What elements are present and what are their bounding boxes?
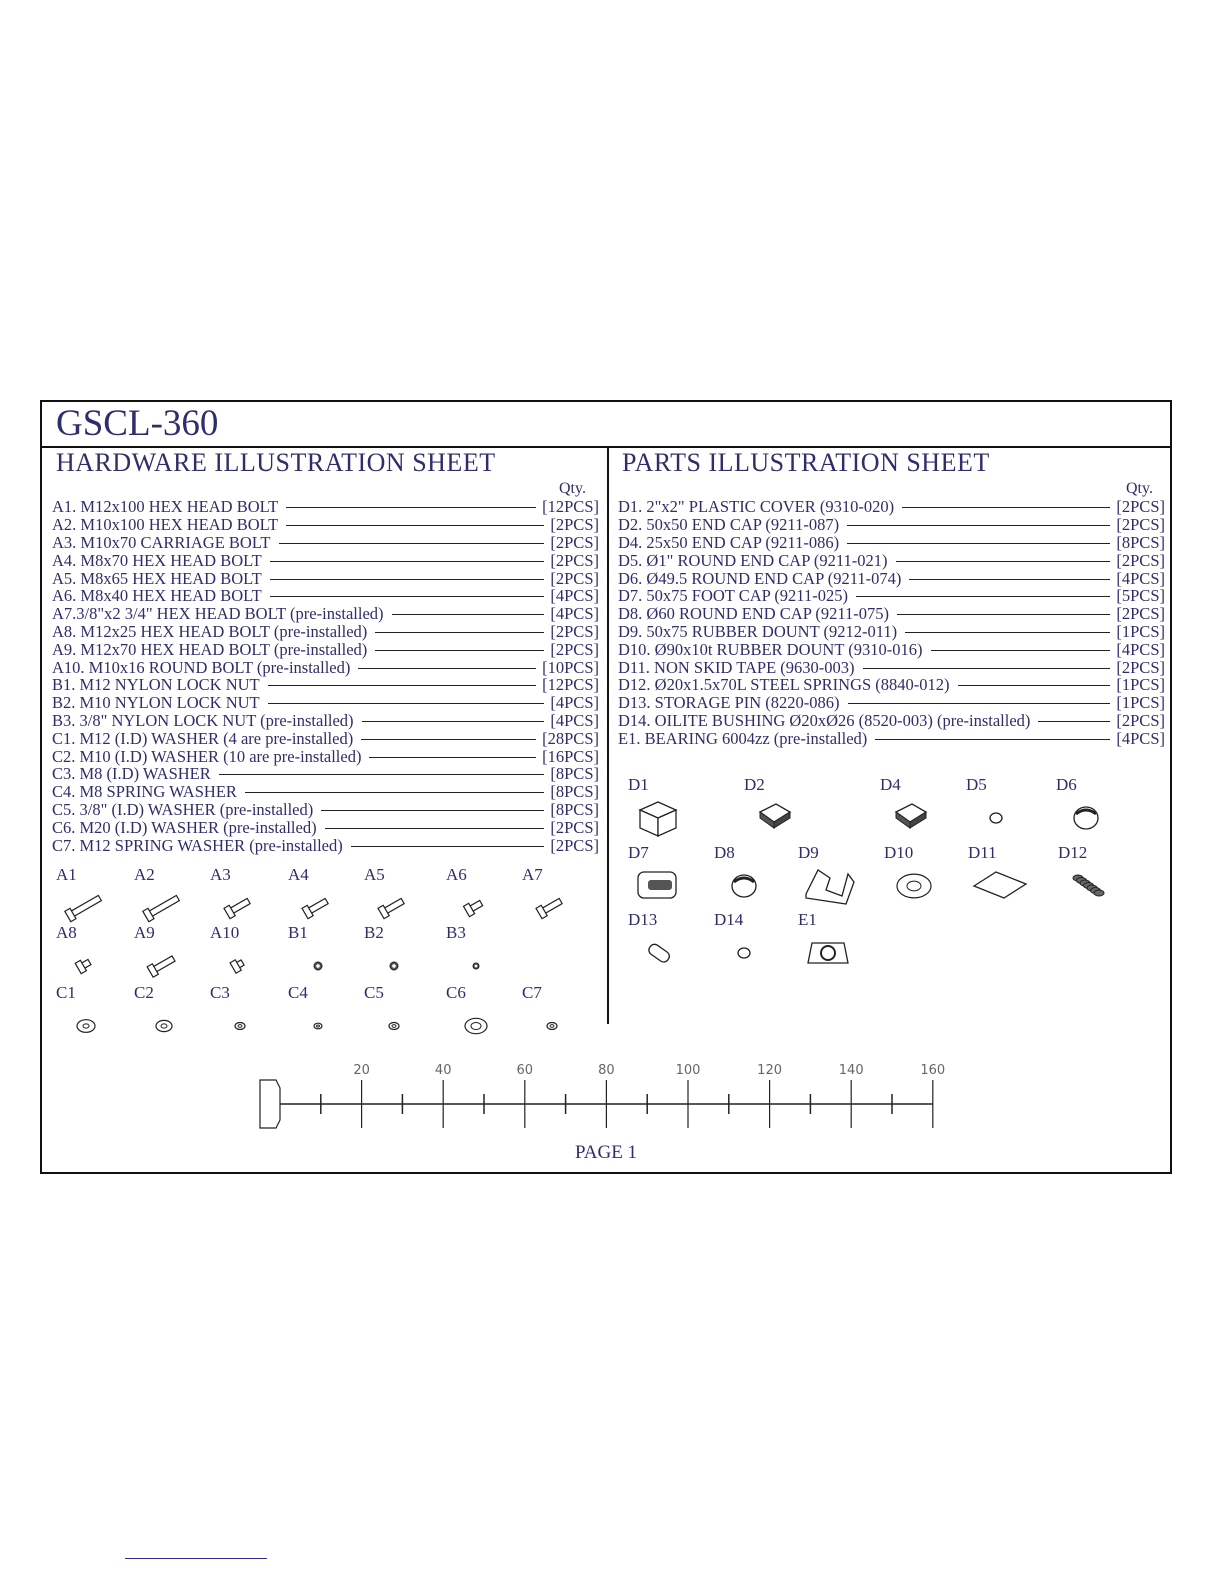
part-icon-c1 (56, 984, 116, 1044)
parts-item-label: D11. NON SKID TAPE (9630-003) (618, 657, 855, 677)
leader-line (351, 846, 545, 847)
parts-item (618, 623, 1165, 641)
part-icon-d5 (966, 776, 1026, 836)
hardware-item-qty: [8PCS] (550, 764, 599, 784)
part-code-label: D1 (628, 775, 649, 794)
part-icon-b2 (364, 924, 424, 984)
column-divider (607, 446, 609, 1024)
part-code-label: A1 (56, 865, 77, 884)
part-icon-d4 (880, 776, 940, 836)
scale-tick-label: 40 (434, 1063, 452, 1078)
part-drawing-icon (364, 1004, 434, 1048)
hardware-item-qty: [10PCS] (542, 657, 599, 677)
part-icon-d14 (714, 911, 774, 971)
hardware-item (52, 694, 599, 712)
hardware-item (52, 551, 599, 569)
parts-item-label: D6. Ø49.5 ROUND END CAP (9211-074) (618, 568, 902, 588)
hardware-item (52, 676, 599, 694)
part-drawing-icon (522, 1004, 592, 1048)
hardware-item (52, 801, 599, 819)
parts-section-title: PARTS ILLUSTRATION SHEET (622, 448, 990, 477)
scale-tick-label: 120 (757, 1063, 783, 1078)
part-drawing-icon (288, 1004, 358, 1048)
part-drawing-icon (880, 796, 950, 840)
parts-item-qty: [2PCS] (1116, 515, 1165, 535)
part-code-label: C7 (522, 983, 542, 1002)
hardware-item-qty: [8PCS] (550, 799, 599, 819)
parts-item-qty: [5PCS] (1116, 586, 1165, 606)
leader-line (268, 703, 545, 704)
part-icon-a5 (364, 866, 424, 926)
part-code-label: A8 (56, 923, 77, 942)
part-icon-a2 (134, 866, 194, 926)
leader-line (856, 596, 1110, 597)
hardware-item (52, 498, 599, 516)
hardware-item-label: A2. M10x100 HEX HEAD BOLT (52, 515, 279, 535)
leader-line (375, 650, 544, 651)
leader-line (325, 828, 545, 829)
part-icon-d10 (884, 844, 944, 904)
hardware-item (52, 712, 599, 730)
part-code-label: A9 (134, 923, 155, 942)
parts-item-qty: [1PCS] (1116, 675, 1165, 695)
hardware-item-label: A8. M12x25 HEX HEAD BOLT (pre-installed) (52, 621, 368, 641)
hardware-item-qty: [12PCS] (542, 497, 599, 517)
parts-item (618, 658, 1165, 676)
part-icon-d1 (628, 776, 688, 836)
part-code-label: C4 (288, 983, 308, 1002)
parts-item-qty: [2PCS] (1116, 710, 1165, 730)
hardware-item (52, 783, 599, 801)
part-icon-c7 (522, 984, 582, 1044)
parts-item-label: D2. 50x50 END CAP (9211-087) (618, 515, 840, 535)
part-icon-d2 (744, 776, 804, 836)
leader-line (848, 703, 1111, 704)
hardware-item-qty: [2PCS] (550, 550, 599, 570)
parts-item-qty: [2PCS] (1116, 657, 1165, 677)
part-icon-a8 (56, 924, 116, 984)
hardware-item-qty: [2PCS] (550, 639, 599, 659)
part-drawing-icon (968, 864, 1038, 908)
parts-item (618, 676, 1165, 694)
part-icon-d11 (968, 844, 1028, 904)
part-drawing-icon (798, 864, 868, 908)
hardware-item (52, 516, 599, 534)
part-code-label: D5 (966, 775, 987, 794)
part-icon-a3 (210, 866, 270, 926)
hardware-item-label: A6. M8x40 HEX HEAD BOLT (52, 586, 262, 606)
parts-item-label: D7. 50x75 FOOT CAP (9211-025) (618, 586, 848, 606)
hardware-item-qty: [2PCS] (550, 817, 599, 837)
hardware-item-label: A9. M12x70 HEX HEAD BOLT (pre-installed) (52, 639, 368, 659)
part-code-label: D11 (968, 843, 997, 862)
part-code-label: A10 (210, 923, 240, 942)
measuring-scale (256, 1058, 956, 1138)
illustration-sheet (40, 400, 1172, 1174)
leader-line (245, 792, 544, 793)
parts-item-qty: [4PCS] (1116, 568, 1165, 588)
hardware-item-label: C2. M10 (I.D) WASHER (10 are pre-installed) (52, 746, 362, 766)
part-code-label: A6 (446, 865, 467, 884)
leader-line (375, 632, 544, 633)
hardware-item (52, 640, 599, 658)
hardware-item-qty: [4PCS] (550, 586, 599, 606)
part-code-label: B1 (288, 923, 308, 942)
hardware-item-label: B3. 3/8" NYLON LOCK NUT (pre-installed) (52, 710, 354, 730)
scale-tick-label: 80 (598, 1063, 615, 1078)
part-drawing-icon (966, 796, 1036, 840)
part-code-label: D13 (628, 910, 658, 929)
part-code-label: E1 (798, 910, 817, 929)
parts-qty-header: Qty. (1126, 480, 1153, 497)
leader-line (268, 685, 537, 686)
leader-line (362, 721, 545, 722)
part-code-label: C6 (446, 983, 466, 1002)
leader-line (270, 579, 545, 580)
footer-rule (125, 1558, 267, 1559)
part-drawing-icon (884, 864, 954, 908)
part-drawing-icon (446, 1004, 516, 1048)
hardware-item (52, 569, 599, 587)
hardware-item (52, 836, 599, 854)
part-drawing-icon (56, 1004, 126, 1048)
leader-line (219, 774, 545, 775)
part-code-label: C1 (56, 983, 76, 1002)
part-code-label: C5 (364, 983, 384, 1002)
part-icon-c4 (288, 984, 348, 1044)
parts-list (618, 498, 1165, 747)
leader-line (270, 596, 545, 597)
hardware-item-label: A7.3/8"x2 3/4" HEX HEAD BOLT (pre-installed) (52, 604, 384, 624)
leader-line (1038, 721, 1110, 722)
scale-tick-label: 140 (838, 1063, 864, 1078)
part-drawing-icon (210, 1004, 280, 1048)
part-icon-d9 (798, 844, 858, 904)
part-drawing-icon (714, 864, 784, 908)
hardware-item-label: C5. 3/8" (I.D) WASHER (pre-installed) (52, 799, 314, 819)
scale-tick-label: 20 (353, 1063, 370, 1078)
hardware-item-qty: [12PCS] (542, 675, 599, 695)
part-icon-c3 (210, 984, 270, 1044)
part-code-label: D2 (744, 775, 765, 794)
leader-line (279, 543, 545, 544)
part-code-label: B3 (446, 923, 466, 942)
parts-item-label: D8. Ø60 ROUND END CAP (9211-075) (618, 604, 890, 624)
leader-line (358, 668, 536, 669)
part-icon-a1 (56, 866, 116, 926)
leader-line (902, 507, 1110, 508)
leader-line (847, 543, 1110, 544)
part-code-label: A4 (288, 865, 309, 884)
part-icon-d6 (1056, 776, 1116, 836)
part-icon-a10 (210, 924, 270, 984)
part-icon-a9 (134, 924, 194, 984)
part-code-label: B2 (364, 923, 384, 942)
parts-item-label: D13. STORAGE PIN (8220-086) (618, 693, 840, 713)
hardware-list (52, 498, 599, 854)
part-code-label: C2 (134, 983, 154, 1002)
part-drawing-icon (798, 931, 868, 975)
parts-item (618, 587, 1165, 605)
part-drawing-icon (628, 864, 698, 908)
leader-line (863, 668, 1111, 669)
leader-line (286, 525, 544, 526)
leader-line (931, 650, 1111, 651)
part-code-label: D8 (714, 843, 735, 862)
parts-item-qty: [4PCS] (1116, 639, 1165, 659)
leader-line (270, 561, 545, 562)
parts-item (618, 640, 1165, 658)
part-code-label: C3 (210, 983, 230, 1002)
leader-line (897, 614, 1110, 615)
scale-tick-label: 160 (920, 1063, 946, 1078)
part-icon-b1 (288, 924, 348, 984)
part-icon-d12 (1058, 844, 1118, 904)
hardware-qty-header: Qty. (559, 480, 586, 497)
hardware-item (52, 623, 599, 641)
hardware-item (52, 747, 599, 765)
part-icon-a7 (522, 866, 582, 926)
page-number: PAGE 1 (574, 1142, 638, 1163)
hardware-item (52, 818, 599, 836)
hardware-item-qty: [2PCS] (550, 515, 599, 535)
part-drawing-icon (628, 931, 698, 975)
part-code-label: D7 (628, 843, 649, 862)
hardware-item-qty: [28PCS] (542, 728, 599, 748)
parts-item (618, 551, 1165, 569)
leader-line (392, 614, 545, 615)
part-drawing-icon (744, 796, 814, 840)
hardware-item (52, 534, 599, 552)
leader-line (909, 579, 1110, 580)
parts-item-qty: [8PCS] (1116, 532, 1165, 552)
part-code-label: D6 (1056, 775, 1077, 794)
hardware-item (52, 765, 599, 783)
hardware-item-label: A10. M10x16 ROUND BOLT (pre-installed) (52, 657, 351, 677)
part-code-label: A3 (210, 865, 231, 884)
part-code-label: A5 (364, 865, 385, 884)
hardware-item-label: C7. M12 SPRING WASHER (pre-installed) (52, 835, 343, 855)
part-icon-a6 (446, 866, 506, 926)
parts-item (618, 712, 1165, 730)
leader-line (847, 525, 1110, 526)
part-code-label: A7 (522, 865, 543, 884)
parts-item-qty: [2PCS] (1116, 550, 1165, 570)
hardware-item-qty: [16PCS] (542, 746, 599, 766)
parts-item (618, 605, 1165, 623)
hardware-item-qty: [4PCS] (550, 693, 599, 713)
part-drawing-icon (134, 944, 204, 988)
parts-item (618, 516, 1165, 534)
hardware-item-qty: [8PCS] (550, 782, 599, 802)
part-icon-c5 (364, 984, 424, 1044)
hardware-item-qty: [2PCS] (550, 568, 599, 588)
leader-line (361, 739, 536, 740)
part-drawing-icon (446, 944, 516, 988)
parts-item-qty: [1PCS] (1116, 621, 1165, 641)
hardware-item-label: B2. M10 NYLON LOCK NUT (52, 693, 260, 713)
hardware-item-qty: [4PCS] (550, 710, 599, 730)
hardware-item-label: A5. M8x65 HEX HEAD BOLT (52, 568, 262, 588)
scale-tick-label: 60 (516, 1063, 534, 1078)
part-drawing-icon (364, 944, 434, 988)
part-drawing-icon (288, 944, 358, 988)
part-icon-d13 (628, 911, 688, 971)
parts-item (618, 694, 1165, 712)
hardware-item-label: A1. M12x100 HEX HEAD BOLT (52, 497, 279, 517)
hardware-item-label: A4. M8x70 HEX HEAD BOLT (52, 550, 262, 570)
leader-line (321, 810, 544, 811)
hardware-item (52, 729, 599, 747)
leader-line (896, 561, 1111, 562)
parts-item (618, 729, 1165, 747)
parts-item-label: D5. Ø1" ROUND END CAP (9211-021) (618, 550, 888, 570)
hardware-item (52, 658, 599, 676)
leader-line (905, 632, 1110, 633)
part-icon-d8 (714, 844, 774, 904)
part-code-label: A2 (134, 865, 155, 884)
parts-item-label: D9. 50x75 RUBBER DOUNT (9212-011) (618, 621, 898, 641)
hardware-item (52, 605, 599, 623)
part-code-label: D9 (798, 843, 819, 862)
hardware-item-label: C3. M8 (I.D) WASHER (52, 764, 211, 784)
parts-item-label: D10. Ø90x10t RUBBER DOUNT (9310-016) (618, 639, 923, 659)
parts-item-qty: [4PCS] (1116, 728, 1165, 748)
part-drawing-icon (134, 1004, 204, 1048)
part-code-label: D4 (880, 775, 901, 794)
hardware-item-label: C4. M8 SPRING WASHER (52, 782, 237, 802)
part-code-label: D12 (1058, 843, 1088, 862)
parts-item-qty: [2PCS] (1116, 497, 1165, 517)
part-drawing-icon (1058, 864, 1128, 908)
parts-item (618, 534, 1165, 552)
parts-item-label: D12. Ø20x1.5x70L STEEL SPRINGS (8840-012) (618, 675, 950, 695)
hardware-item-qty: [2PCS] (550, 621, 599, 641)
leader-line (875, 739, 1110, 740)
parts-item-label: D1. 2"x2" PLASTIC COVER (9310-020) (618, 497, 895, 517)
parts-item (618, 498, 1165, 516)
part-code-label: D14 (714, 910, 744, 929)
part-code-label: D10 (884, 843, 914, 862)
part-icon-a4 (288, 866, 348, 926)
hardware-section-title: HARDWARE ILLUSTRATION SHEET (56, 448, 496, 477)
part-drawing-icon (714, 931, 784, 975)
leader-line (286, 507, 536, 508)
hardware-item-label: C6. M20 (I.D) WASHER (pre-installed) (52, 817, 317, 837)
part-drawing-icon (628, 796, 698, 840)
hardware-item-label: B1. M12 NYLON LOCK NUT (52, 675, 260, 695)
leader-line (958, 685, 1111, 686)
hardware-item-qty: [2PCS] (550, 532, 599, 552)
hardware-item (52, 587, 599, 605)
part-drawing-icon (210, 944, 280, 988)
hardware-item-label: C1. M12 (I.D) WASHER (4 are pre-installed) (52, 728, 354, 748)
hardware-item-qty: [4PCS] (550, 604, 599, 624)
leader-line (369, 757, 536, 758)
bolt-head-icon (260, 1080, 280, 1128)
hardware-item-qty: [2PCS] (550, 835, 599, 855)
part-drawing-icon (1056, 796, 1126, 840)
parts-item-qty: [2PCS] (1116, 604, 1165, 624)
parts-item-label: D4. 25x50 END CAP (9211-086) (618, 532, 840, 552)
part-drawing-icon (522, 886, 592, 930)
part-icon-e1 (798, 911, 858, 971)
part-icon-b3 (446, 924, 506, 984)
part-icon-c6 (446, 984, 506, 1044)
part-icon-d7 (628, 844, 688, 904)
part-drawing-icon (56, 944, 126, 988)
parts-item-label: E1. BEARING 6004zz (pre-installed) (618, 728, 868, 748)
parts-item-label: D14. OILITE BUSHING Ø20xØ26 (8520-003) (pre-installed) (618, 710, 1031, 730)
scale-tick-label: 100 (675, 1063, 701, 1078)
part-icon-c2 (134, 984, 194, 1044)
model-number: GSCL-360 (56, 403, 219, 444)
parts-item (618, 569, 1165, 587)
parts-item-qty: [1PCS] (1116, 693, 1165, 713)
hardware-item-label: A3. M10x70 CARRIAGE BOLT (52, 532, 271, 552)
